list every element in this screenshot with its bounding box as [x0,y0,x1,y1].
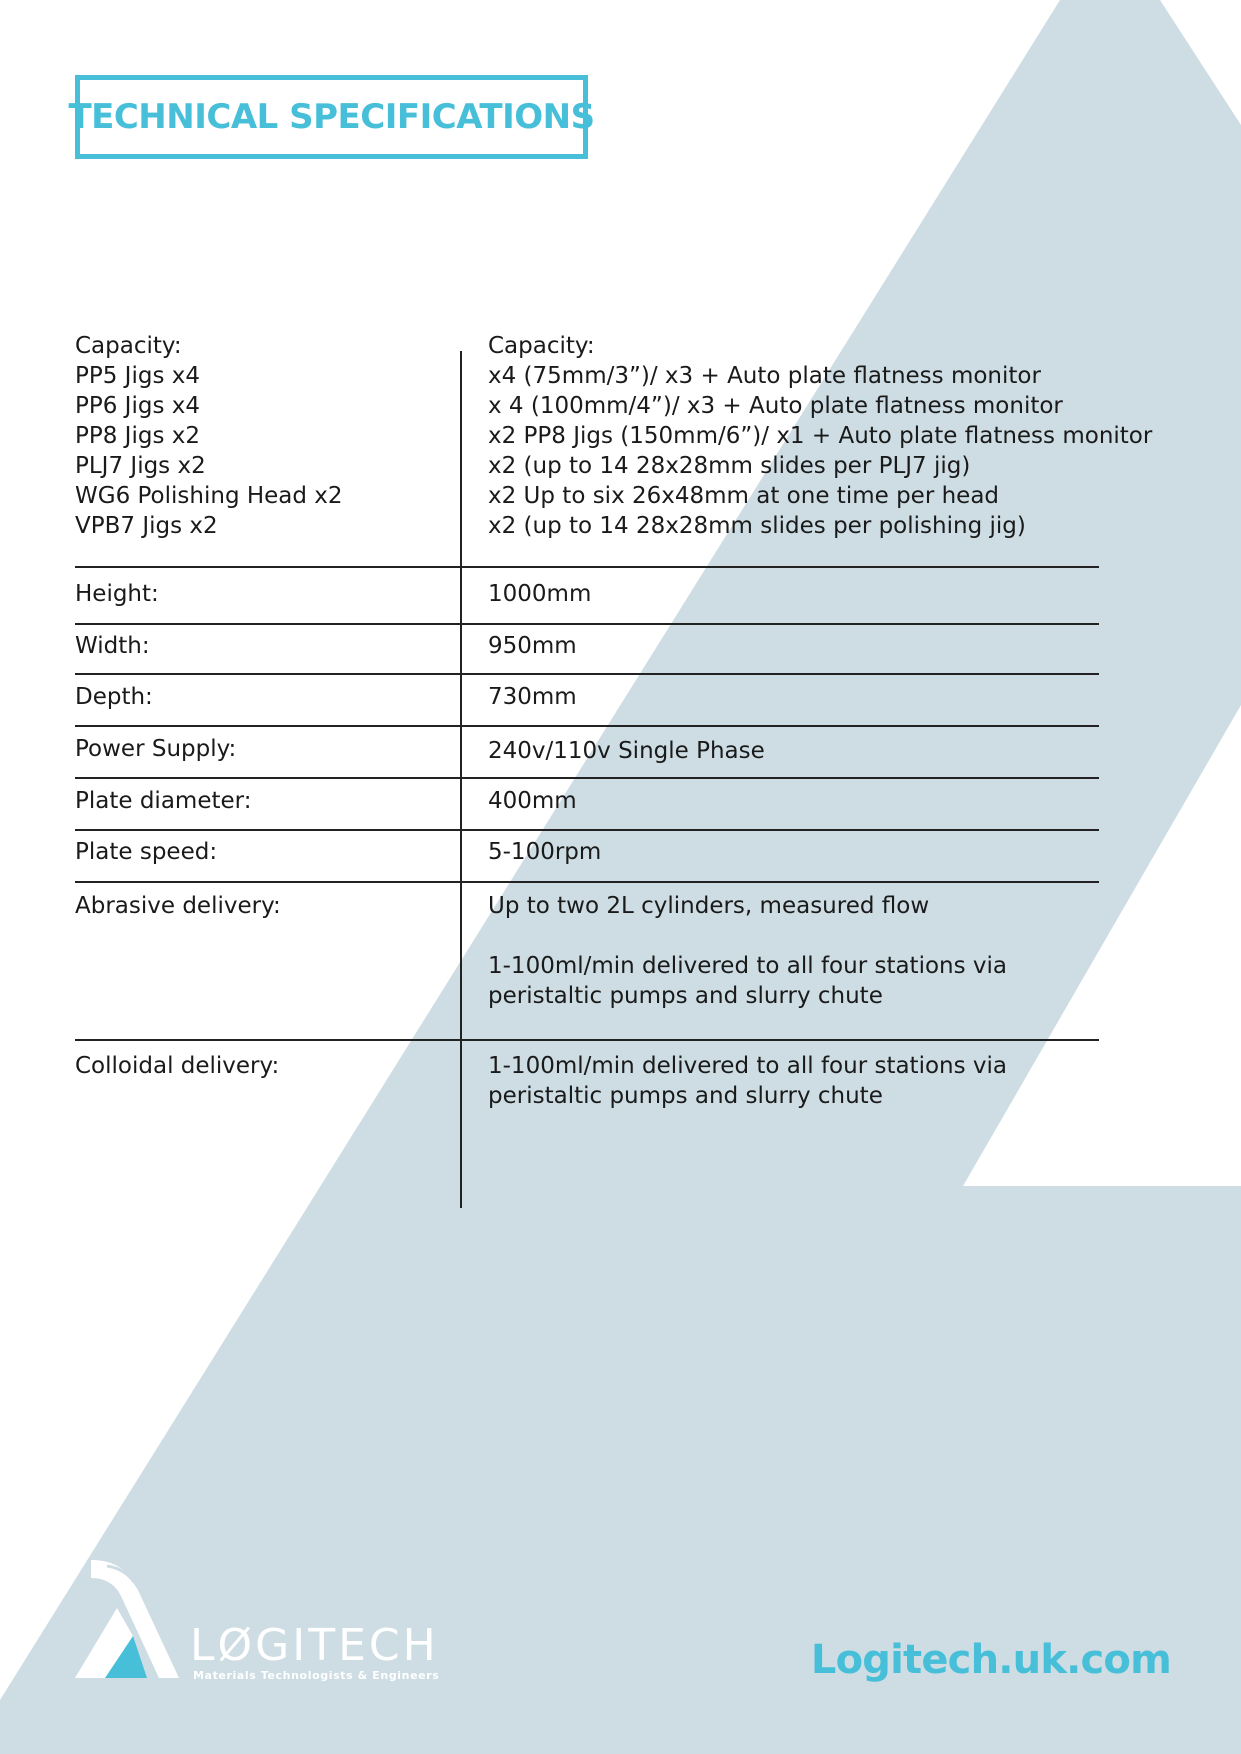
spec-label-power: Power Supply: [75,736,237,762]
spec-label-plate-speed: Plate speed: [75,839,218,865]
spec-label-height: Height: [75,581,159,607]
spec-value-power: 240v/110v Single Phase [488,738,765,764]
spec-value-abrasive-line: Up to two 2L cylinders, measured flow [488,893,930,919]
spec-value-colloidal-line: peristaltic pumps and slurry chute [488,1083,883,1109]
logo-tagline: Materials Technologists & Engineers [193,1669,440,1682]
spec-label-abrasive: Abrasive delivery: [75,893,281,919]
capacity-item-name: PP5 Jigs x4 [75,363,200,389]
spec-label-colloidal: Colloidal delivery: [75,1053,280,1079]
row-divider [75,566,1099,568]
spec-value-depth: 730mm [488,684,577,710]
row-divider [75,777,1099,779]
spec-value-abrasive-line: 1-100ml/min delivered to all four stations via [488,953,1008,979]
capacity-item-value: x2 (up to 14 28x28mm slides per polishing jig) [488,513,1026,539]
capacity-item-name: VPB7 Jigs x2 [75,513,218,539]
capacity-label-right: Capacity: [488,333,595,359]
capacity-item-name: WG6 Polishing Head x2 [75,483,343,509]
capacity-item-value: x2 Up to six 26x48mm at one time per head [488,483,1000,509]
website-link[interactable]: Logitech.uk.com [810,1637,1171,1683]
spec-value-plate-diameter: 400mm [488,788,577,814]
row-divider [75,623,1099,625]
row-divider [75,881,1099,883]
capacity-item-name: PP6 Jigs x4 [75,393,200,419]
capacity-item-name: PLJ7 Jigs x2 [75,453,206,479]
row-divider [75,829,1099,831]
spec-value-height: 1000mm [488,581,592,607]
capacity-item-name: PP8 Jigs x2 [75,423,200,449]
spec-label-width: Width: [75,633,150,659]
logitech-triangle-logo-icon [75,1560,205,1680]
row-divider [75,1039,1099,1041]
capacity-label-left: Capacity: [75,333,182,359]
column-divider [460,351,462,1208]
capacity-item-value: x2 PP8 Jigs (150mm/6”)/ x1 + Auto plate flatness monitor [488,423,1153,449]
spec-label-plate-diameter: Plate diameter: [75,788,252,814]
capacity-item-value: x4 (75mm/3”)/ x3 + Auto plate flatness monitor [488,363,1041,389]
spec-value-abrasive-line: peristaltic pumps and slurry chute [488,983,883,1009]
spec-value-colloidal-line: 1-100ml/min delivered to all four stations via [488,1053,1008,1079]
row-divider [75,725,1099,727]
capacity-item-value: x 4 (100mm/4”)/ x3 + Auto plate flatness monitor [488,393,1063,419]
row-divider [75,673,1099,675]
spec-table [75,0,1153,1754]
spec-label-depth: Depth: [75,684,153,710]
spec-value-plate-speed: 5-100rpm [488,839,602,865]
spec-value-width: 950mm [488,633,577,659]
logo-wordmark: LØGITECH [190,1620,439,1671]
capacity-item-value: x2 (up to 14 28x28mm slides per PLJ7 jig) [488,453,971,479]
page-title: TECHNICAL SPECIFICATIONS [68,97,595,137]
